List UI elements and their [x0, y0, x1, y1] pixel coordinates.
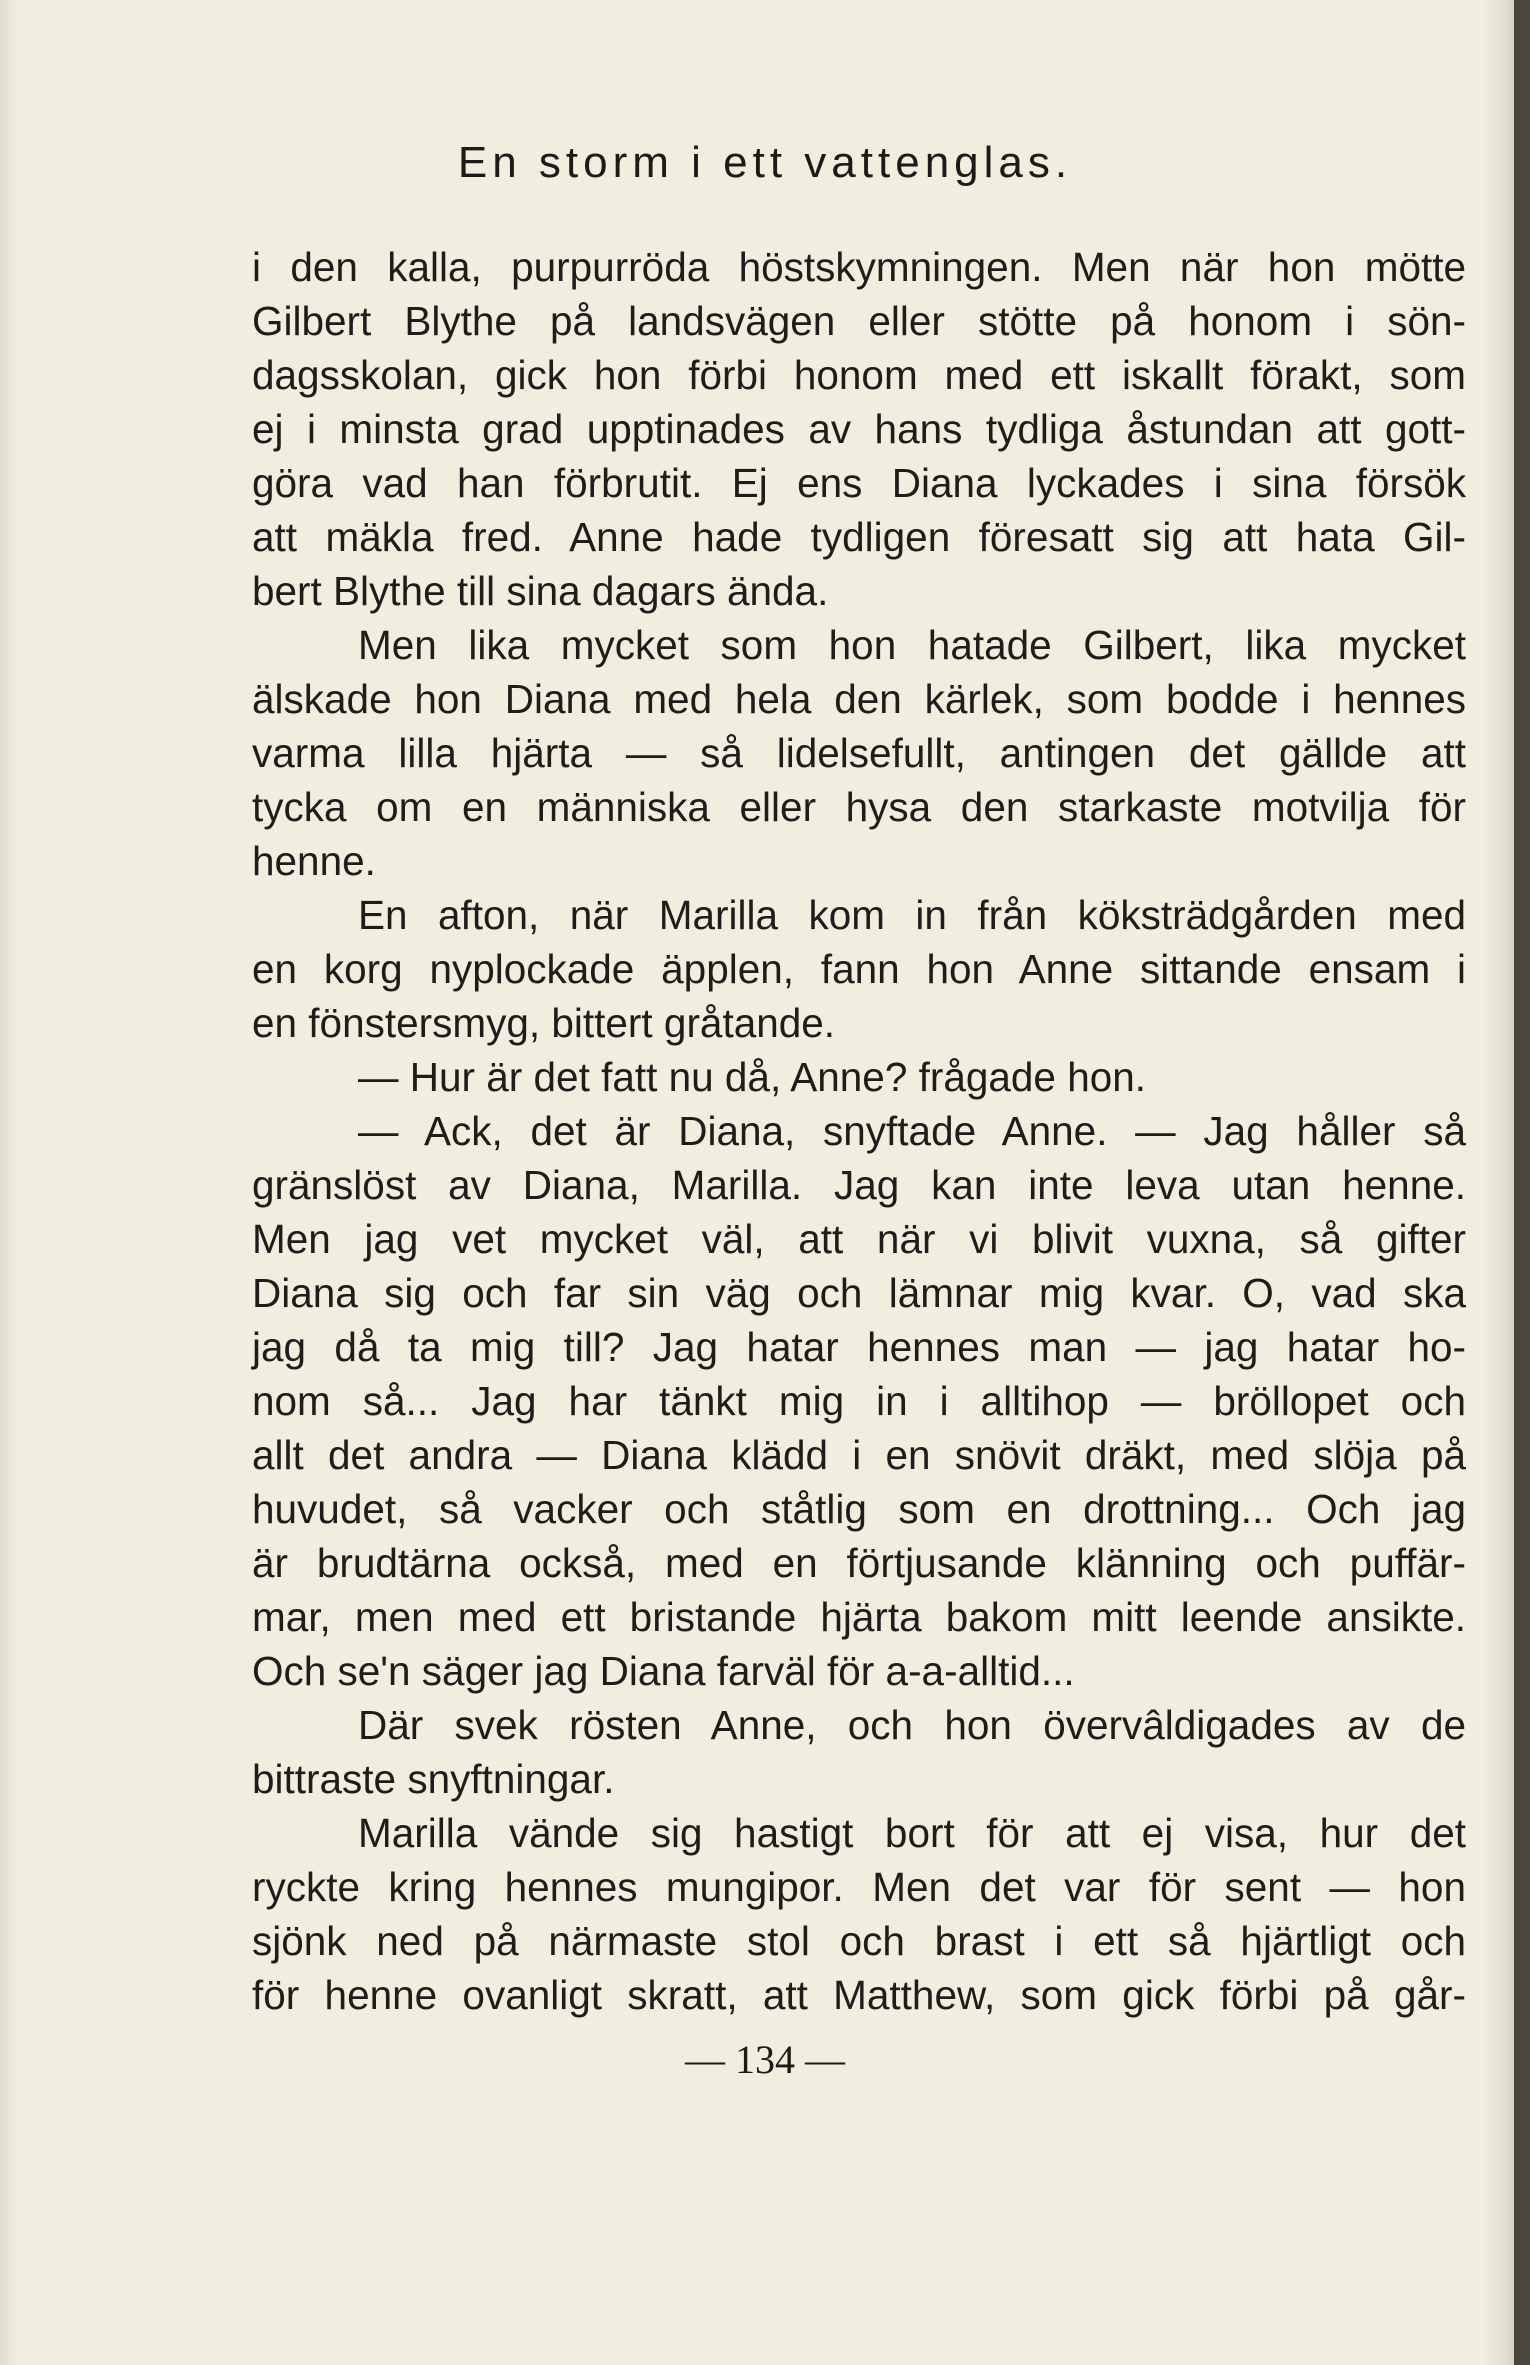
text-line: Gilbert Blythe på landsvägen eller stötte på honom i sön- [252, 298, 1466, 344]
text-line: för henne ovanligt skratt, att Matthew, som gick förbi på går- [252, 1972, 1466, 2018]
text-line: ryckte kring hennes mungipor. Men det var för sent — hon [252, 1864, 1466, 1910]
text-line: dagsskolan, gick hon förbi honom med ett iskallt förakt, som [252, 352, 1466, 398]
page-number: — 134 — [685, 2037, 845, 2082]
text-line: en korg nyplockade äpplen, fann hon Anne sittande ensam i [252, 946, 1466, 992]
text-line: nom så... Jag har tänkt mig in i alltihop — bröllopet och [252, 1378, 1466, 1424]
text-line: huvudet, så vacker och ståtlig som en drottning... Och jag [252, 1486, 1466, 1532]
text-line: — Ack, det är Diana, snyftade Anne. — Jag håller så [358, 1108, 1466, 1154]
text-line: varma lilla hjärta — så lidelsefullt, antingen det gällde att [252, 730, 1466, 776]
text-line: Och se'n säger jag Diana farväl för a-a-alltid... [252, 1648, 1075, 1694]
body-text [252, 240, 1466, 2022]
text-line: gränslöst av Diana, Marilla. Jag kan inte leva utan henne. [252, 1162, 1466, 1208]
text-line: i den kalla, purpurröda höstskymningen. Men när hon mötte [252, 244, 1466, 290]
text-line: — Hur är det fatt nu då, Anne? frågade hon. [358, 1054, 1147, 1100]
text-line: Men lika mycket som hon hatade Gilbert, lika mycket [358, 622, 1466, 668]
text-line: jag då ta mig till? Jag hatar hennes man — jag hatar ho- [252, 1324, 1466, 1370]
text-line: göra vad han förbrutit. Ej ens Diana lyckades i sina försök [252, 460, 1466, 506]
text-line: En afton, när Marilla kom in från köksträdgården med [358, 892, 1466, 938]
text-line: bert Blythe till sina dagars ända. [252, 568, 829, 614]
text-line: Men jag vet mycket väl, att när vi blivit vuxna, så gifter [252, 1216, 1466, 1262]
running-head: En storm i ett vattenglas. [457, 138, 1073, 187]
page-edge [1514, 0, 1530, 2365]
text-line: tycka om en människa eller hysa den starkaste motvilja för [252, 784, 1466, 830]
text-line: är brudtärna också, med en förtjusande klänning och puffär- [252, 1540, 1466, 1586]
text-line: en fönstersmyg, bittert gråtande. [252, 1000, 836, 1046]
text-line: Diana sig och far sin väg och lämnar mig kvar. O, vad ska [252, 1270, 1466, 1316]
text-line: sjönk ned på närmaste stol och brast i ett så hjärtligt och [252, 1918, 1466, 1964]
text-line: allt det andra — Diana klädd i en snövit dräkt, med slöja på [252, 1432, 1466, 1478]
text-line: Marilla vände sig hastigt bort för att ej visa, hur det [358, 1810, 1466, 1856]
text-line: henne. [252, 838, 376, 884]
text-line: mar, men med ett bristande hjärta bakom mitt leende ansikte. [252, 1594, 1466, 1640]
text-line: bittraste snyftningar. [252, 1756, 615, 1802]
text-line: ej i minsta grad upptinades av hans tydliga åstundan att gott- [252, 406, 1466, 452]
text-line: att mäkla fred. Anne hade tydligen föresatt sig att hata Gil- [252, 514, 1466, 560]
text-line: älskade hon Diana med hela den kärlek, som bodde i hennes [252, 676, 1466, 722]
text-line: Där svek rösten Anne, och hon övervâldigades av de [358, 1702, 1466, 1748]
